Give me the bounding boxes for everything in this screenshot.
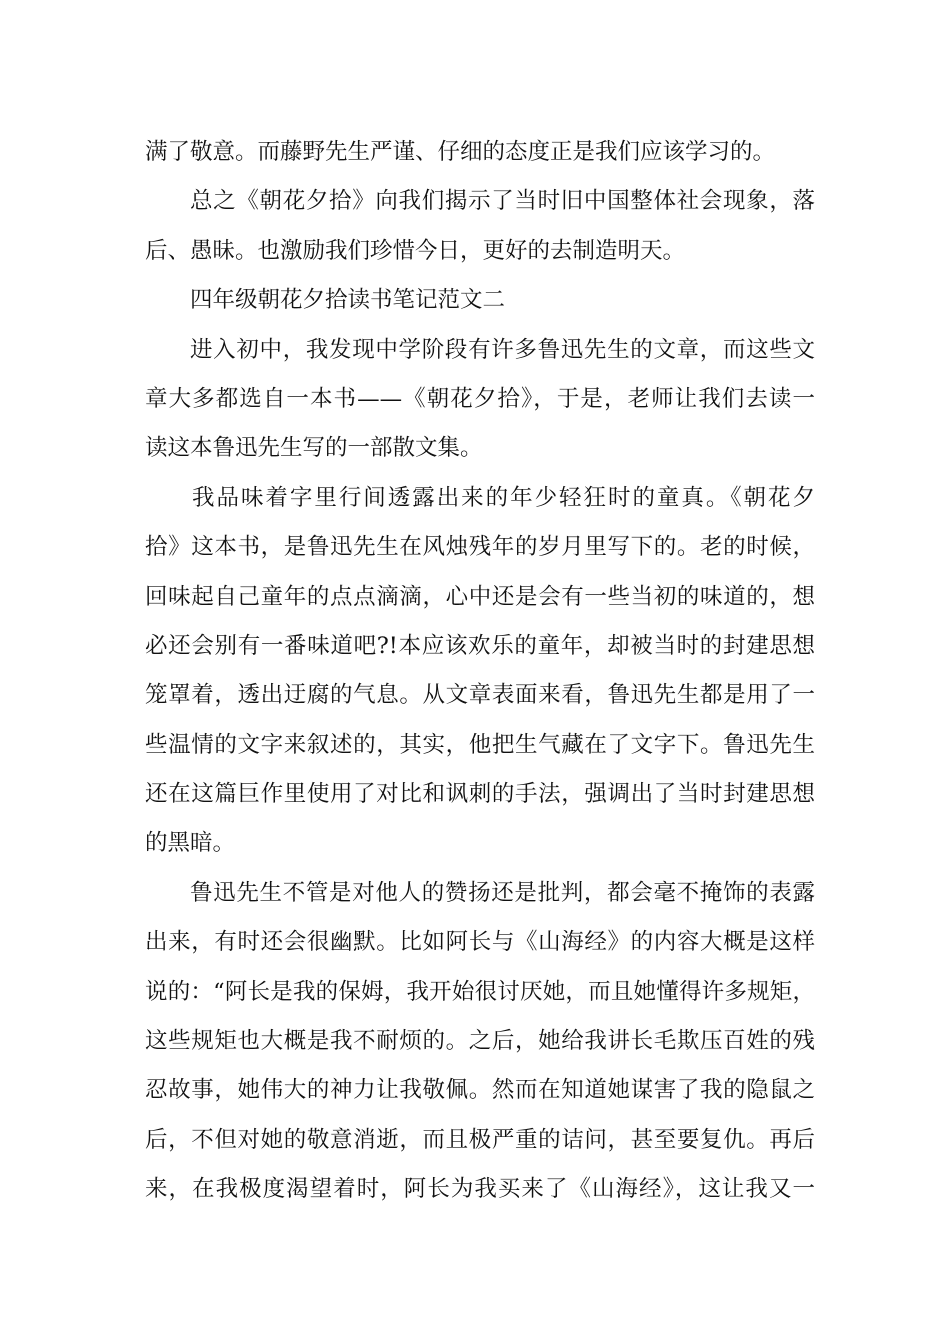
text-line: 忍故事，她伟大的神力让我敬佩。然而在知道她谋害了我的隐鼠之 — [145, 1077, 815, 1104]
document-body — [145, 128, 815, 1215]
text-line: 读这本鲁迅先生写的一部散文集。 — [145, 435, 483, 462]
paragraph-2 — [145, 177, 815, 276]
text-line: 回味起自己童年的点点滴滴，心中还是会有一些当初的味道的，想 — [145, 583, 815, 610]
text-line: 这些规矩也大概是我不耐烦的。之后，她给我讲长毛欺压百姓的残 — [145, 1028, 815, 1055]
text-line: 出来，有时还会很幽默。比如阿长与《山海经》的内容大概是这样 — [145, 929, 815, 956]
text-line: 总之《朝花夕拾》向我们揭示了当时旧中国整体社会现象，落 — [190, 188, 815, 215]
paragraph-1 — [145, 128, 815, 177]
text-line: 还在这篇巨作里使用了对比和讽刺的手法，强调出了当时封建思想 — [145, 781, 815, 808]
text-line: 我品味着字里行间透露出来的年少轻狂时的童真。《朝花夕 — [192, 484, 815, 511]
text-line: 章大多都选自一本书——《朝花夕拾》，于是，老师让我们去读一 — [145, 385, 815, 412]
text-line: 拾》这本书，是鲁迅先生在风烛残年的岁月里写下的。老的时候， — [145, 534, 815, 561]
paragraph-3 — [145, 326, 815, 474]
text-line: 的黑暗。 — [145, 830, 236, 857]
text-line: 进入初中，我发现中学阶段有许多鲁迅先生的文章，而这些文 — [190, 336, 815, 363]
text-line: 些温情的文字来叙述的，其实，他把生气藏在了文字下。鲁迅先生 — [145, 731, 815, 758]
text-line: 说的：“阿长是我的保姆，我开始很讨厌她，而且她懂得许多规矩， — [145, 978, 815, 1005]
heading-text: 四年级朝花夕拾读书笔记范文二 — [190, 287, 506, 314]
text-line: 后、愚昧。也激励我们珍惜今日，更好的去制造明天。 — [145, 237, 686, 264]
paragraph-4 — [145, 474, 815, 869]
text-line: 来，在我极度渴望着时，阿长为我买来了《山海经》，这让我又一 — [145, 1176, 815, 1203]
text-line: 鲁迅先生不管是对他人的赞扬还是批判，都会毫不掩饰的表露 — [190, 879, 815, 906]
section-heading — [145, 276, 815, 325]
paragraph-5 — [145, 869, 815, 1215]
text-line: 笼罩着，透出迂腐的气息。从文章表面来看，鲁迅先生都是用了一 — [145, 682, 815, 709]
text-line: 后，不但对她的敬意消逝，而且极严重的诘问，甚至要复仇。再后 — [145, 1126, 815, 1153]
text-line: 必还会别有一番味道吧?!本应该欢乐的童年，却被当时的封建思想 — [145, 632, 815, 659]
text-line: 满了敬意。而藤野先生严谨、仔细的态度正是我们应该学习的。 — [145, 139, 776, 165]
